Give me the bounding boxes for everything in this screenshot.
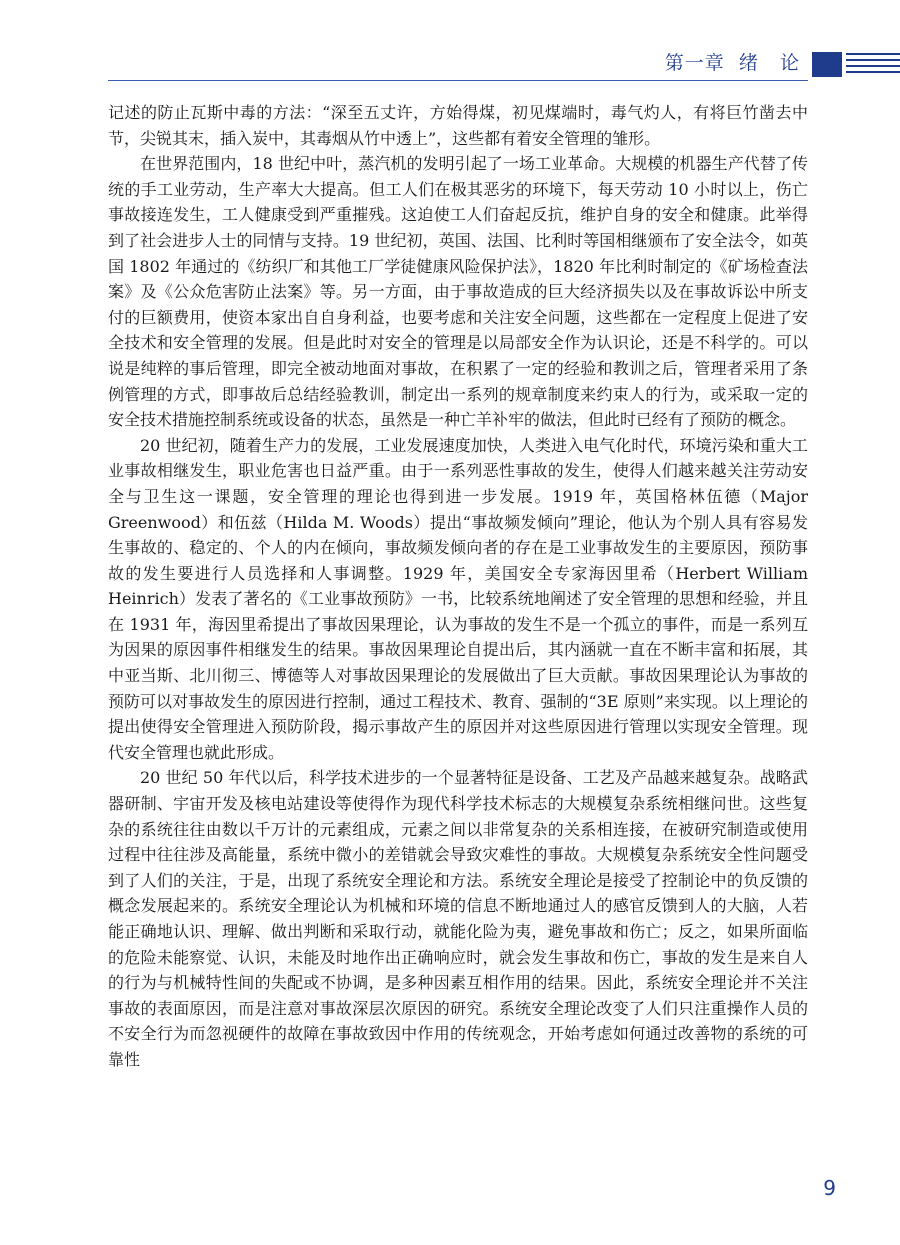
header-solid-block xyxy=(812,52,842,77)
header-stripe xyxy=(846,59,900,61)
paragraph-20th-century: 20 世纪初，随着生产力的发展，工业发展速度加快，人类进入电气化时代，环境污染和重大工业事故相继发生，职业危害也日益严重。由于一系列恶性事故的发生，使得人们越来越关注劳动安全与卫生这一课题，安全管理的理论也得到进一步发展。1919 年，英国格林伍德（Major Greenwood）和伍兹（Hilda M. Woods）提出“事故频发倾向”理论，他认为个别人具有容易发生事故的、稳定的、个人的内在倾向，事故频发倾向者的存在是工业事故发生的主要原因，预防事故的发生要进行人员选择和人事调整。1929 年，美国安全专家海因里希（Herbert William Heinrich）发表了著名的《工业事故预防》一书，比较系统地阐述了安全管理的思想和经验，并且在 1931 年，海因里希提出了事故因果理论，认为事故的发生不是一个孤立的事件，而是一系列互为因果的原因事件相继发生的结果。事故因果理论自提出后，其内涵就一直在不断丰富和拓展，其中亚当斯、北川彻三、博德等人对事故因果理论的发展做出了巨大贡献。事故因果理论认为事故的预防可以对事故发生的原因进行控制，通过工程技术、教育、强制的“3E 原则”来实现。以上理论的提出使得安全管理进入预防阶段，揭示事故产生的原因并对这些原因进行管理以实现安全管理。现代安全管理也就此形成。 xyxy=(108,435,808,762)
header-decoration xyxy=(812,52,900,77)
header-stripe xyxy=(846,65,900,67)
chapter-title: 第一章 绪 论 xyxy=(664,52,800,74)
running-header xyxy=(0,0,900,90)
header-rule xyxy=(108,80,808,81)
page-number: 9 xyxy=(823,1176,836,1200)
header-stripe xyxy=(846,71,900,73)
paragraph-industrial-revolution: 在世界范围内，18 世纪中叶，蒸汽机的发明引起了一场工业革命。大规模的机器生产代替了传统的手工业劳动，生产率大大提高。但工人们在极其恶劣的环境下，每天劳动 10 小时以上，伤亡事故接连发生，工人健康受到严重摧残。这迫使工人们奋起反抗，维护自身的安全和健康。此举得到了社会进步人士的同情与支持。19 世纪初，英国、法国、比利时等国相继颁布了安全法令，如英国 1802 年通过的《纺织厂和其他工厂学徒健康风险保护法》，1820 年比利时制定的《矿场检查法案》及《公众危害防止法案》等。另一方面，由于事故造成的巨大经济损失以及在事故诉讼中所支付的巨额费用，使资本家出自自身利益，也要考虑和关注安全问题，这些都在一定程度上促进了安全技术和安全管理的发展。但是此时对安全的管理是以局部安全作为认识论，还是不科学的。可以说是纯粹的事后管理，即完全被动地面对事故，在积累了一定的经验和教训之后，管理者采用了条例管理的方式，即事故后总结经验教训，制定出一系列的规章制度来约束人的行为，或采取一定的安全技术措施控制系统或设备的状态，虽然是一种亡羊补牢的做法，但此时已经有了预防的概念。 xyxy=(108,154,808,430)
header-stripe xyxy=(846,53,900,55)
body-text xyxy=(108,100,808,1073)
paragraph-system-safety: 20 世纪 50 年代以后，科学技术进步的一个显著特征是设备、工艺及产品越来越复杂。战略武器研制、宇宙开发及核电站建设等使得作为现代科学技术标志的大规模复杂系统相继问世。这些复杂的系统往往由数以千万计的元素组成，元素之间以非常复杂的关系相连接，在被研究制造或使用过程中往往涉及高能量，系统中微小的差错就会导致灾难性的事故。大规模复杂系统安全性问题受到了人们的关注，于是，出现了系统安全理论和方法。系统安全理论是接受了控制论中的负反馈的概念发展起来的。系统安全理论认为机械和环境的信息不断地通过人的感官反馈到人的大脑，人若能正确地认识、理解、做出判断和采取行动，就能化险为夷，避免事故和伤亡；反之，如果所面临的危险未能察觉、认识，未能及时地作出正确响应时，就会发生事故和伤亡，事故的发生是来自人的行为与机械特性间的失配或不协调，是多种因素互相作用的结果。因此，系统安全理论并不关注事故的表面原因，而是注意对事故深层次原因的研究。系统安全理论改变了人们只注重操作人员的不安全行为而忽视硬件的故障在事故致因中作用的传统观念，开始考虑如何通过改善物的系统的可靠性 xyxy=(108,768,808,1069)
paragraph-continued: 记述的防止瓦斯中毒的方法：“深至五丈许，方始得煤，初见煤端时，毒气灼人，有将巨竹凿去中节，尖锐其末，插入炭中，其毒烟从竹中透上”，这些都有着安全管理的雏形。 xyxy=(108,103,808,148)
